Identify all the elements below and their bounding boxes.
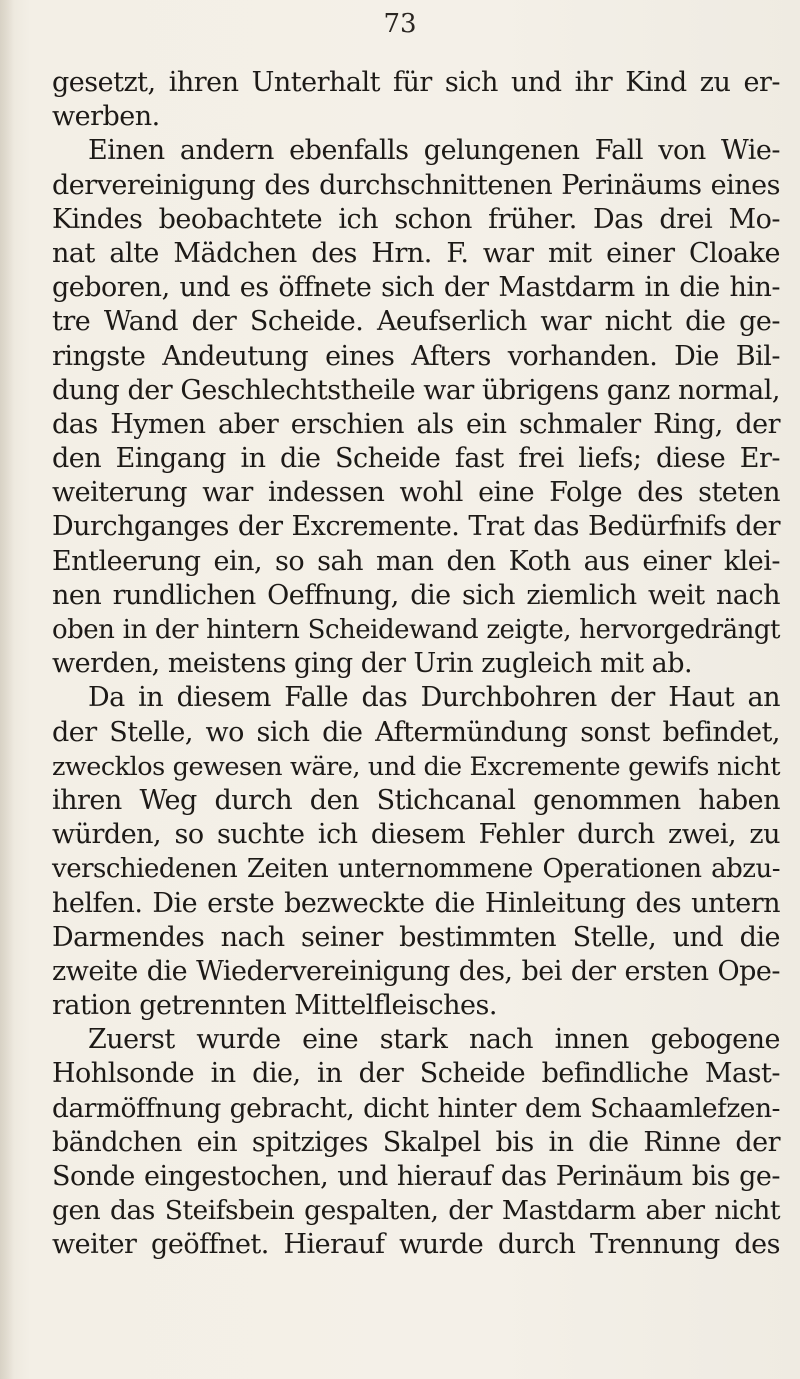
text-line: zwecklos gewesen wäre, und die Excremente gewifs nicht: [52, 751, 780, 782]
text-line: Entleerung ein, so sah man den Koth aus einer klei-: [52, 545, 780, 577]
text-line: dervereinigung des durchschnittenen Perinäums eines: [52, 169, 780, 201]
text-line: Zuerst wurde eine stark nach innen gebogene: [88, 1024, 780, 1056]
text-line: geboren, und es öffnete sich der Mastdarm in die hin-: [52, 272, 780, 304]
text-line: weiterung war indessen wohl eine Folge des steten: [52, 477, 780, 509]
text-line: Kindes beobachtete ich schon früher. Das drei Mo-: [52, 203, 780, 235]
text-line: Einen andern ebenfalls gelungenen Fall von Wie-: [88, 135, 780, 167]
text-line: Sonde eingestochen, und hierauf das Perinäum bis ge-: [52, 1161, 780, 1192]
page-gutter-shadow: [0, 0, 14, 1379]
text-line: weiter geöffnet. Hierauf wurde durch Trennung des: [52, 1229, 780, 1261]
text-line: darmöffnung gebracht, dicht hinter dem Schaamlefzen-: [52, 1092, 780, 1124]
text-line: gesetzt, ihren Unterhalt für sich und ihr Kind zu er-: [52, 67, 780, 98]
text-line: das Hymen aber erschien als ein schmaler Ring, der: [52, 408, 780, 440]
text-line: Durchganges der Excremente. Trat das Bedürfnifs der: [52, 511, 780, 543]
text-line: Darmendes nach seiner bestimmten Stelle, und die: [52, 921, 780, 953]
text-line: nat alte Mädchen des Hrn. F. war mit einer Cloake: [52, 237, 780, 269]
text-line: ihren Weg durch den Stichcanal genommen haben: [52, 784, 780, 816]
text-line: verschiedenen Zeiten unternommene Operationen abzu-: [52, 854, 780, 885]
body-text: [52, 66, 780, 1263]
text-line: gen das Steifsbein gespalten, der Mastdarm aber nicht: [52, 1195, 780, 1227]
text-line: helfen. Die erste bezweckte die Hinleitung des untern: [52, 887, 780, 919]
text-line: werden, meistens ging der Urin zugleich mit ab.: [52, 648, 693, 680]
text-line: zweite die Wiedervereinigung des, bei der ersten Ope-: [52, 955, 780, 987]
text-line: würden, so suchte ich diesem Fehler durch zwei, zu: [52, 819, 780, 851]
text-line: ringste Andeutung eines Afters vorhanden. Die Bil-: [52, 340, 780, 372]
text-line: den Eingang in die Scheide fast frei liefs; diese Er-: [52, 443, 780, 475]
text-line: tre Wand der Scheide. Aeufserlich war nicht die ge-: [52, 306, 780, 338]
text-line: ration getrennten Mittelfleisches.: [52, 990, 497, 1022]
text-line: Hohlsonde in die, in der Scheide befindliche Mast-: [52, 1058, 780, 1090]
text-line: dung der Geschlechtstheile war übrigens ganz normal,: [52, 374, 780, 406]
text-line: oben in der hintern Scheidewand zeigte, hervorgedrängt: [52, 615, 780, 645]
text-line: bändchen ein spitziges Skalpel bis in die Rinne der: [52, 1126, 780, 1158]
text-line: nen rundlichen Oeffnung, die sich ziemlich weit nach: [52, 579, 780, 611]
text-line: der Stelle, wo sich die Aftermündung sonst befindet,: [52, 716, 780, 748]
text-line: werben.: [52, 101, 160, 133]
page-number: 73: [383, 9, 417, 39]
text-line: Da in diesem Falle das Durchbohren der Haut an: [88, 682, 780, 714]
